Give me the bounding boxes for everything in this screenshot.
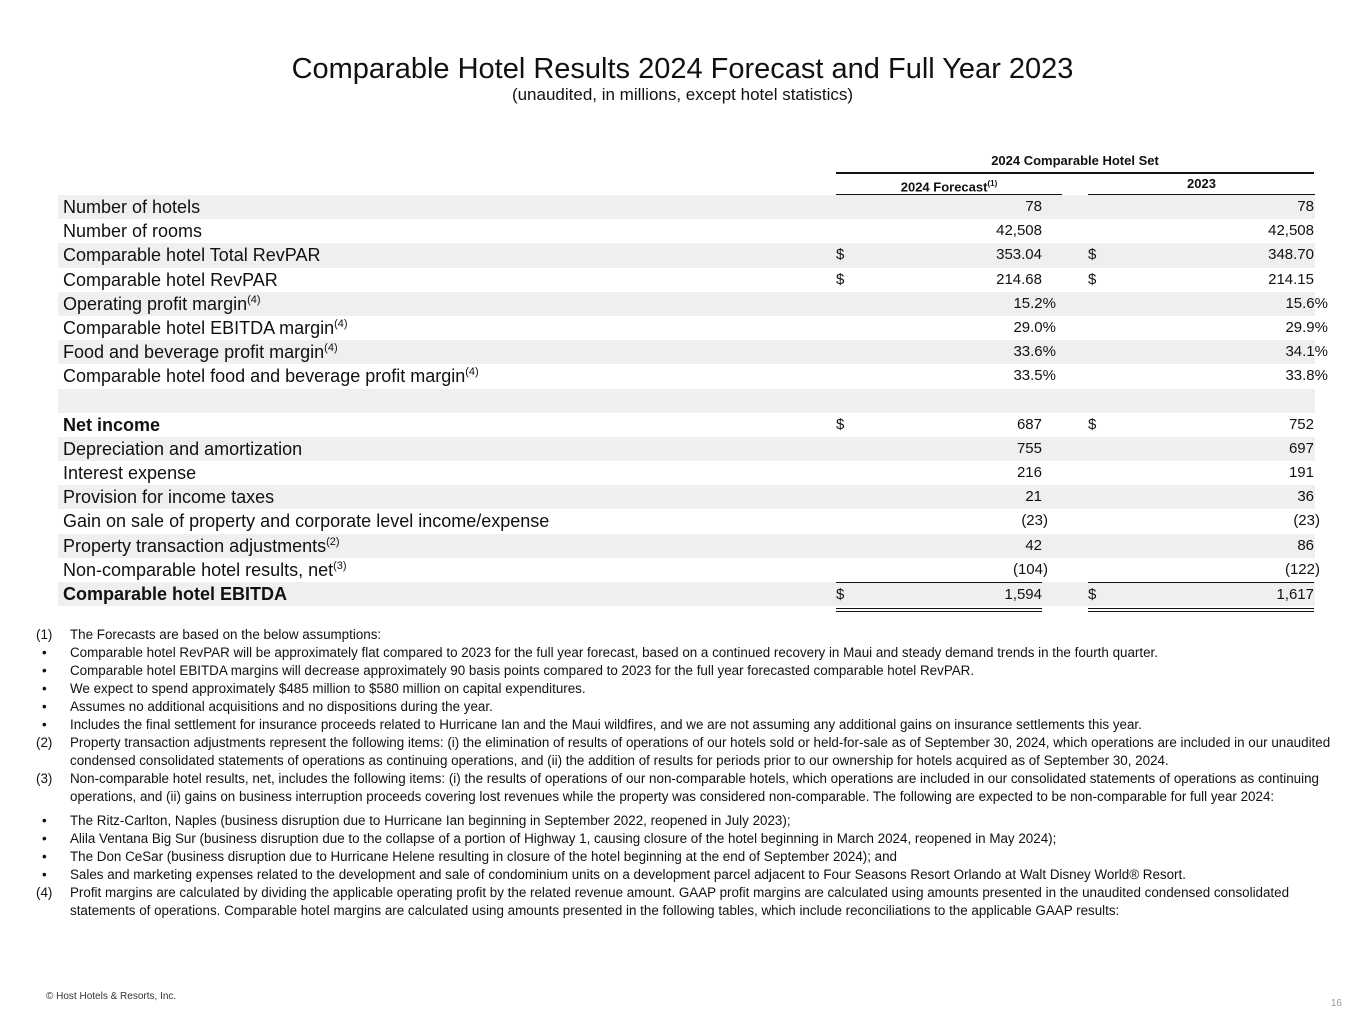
row-label: [63, 219, 202, 243]
cell-2024-forecast: [836, 582, 1042, 607]
cell-2024-forecast: [836, 534, 1042, 558]
table-body: [58, 195, 1328, 606]
cell-value: 15.2%: [1013, 294, 1056, 312]
cell-2023: [1088, 292, 1328, 316]
cell-value: 687: [1016, 415, 1042, 433]
cell-2024-forecast: [836, 219, 1042, 243]
row-label-text: Gain on sale of property and corporate level income/expense: [63, 511, 550, 532]
currency-symbol: $: [1088, 586, 1097, 603]
cell-2023: [1088, 582, 1314, 607]
cell-2023: [1088, 268, 1314, 292]
currency-symbol: $: [836, 586, 845, 603]
row-label: [63, 268, 278, 292]
cell-2024-forecast: [836, 316, 1056, 340]
cell-2024-forecast: [836, 509, 1048, 533]
column-header-2024-forecast: [836, 174, 1062, 196]
table-row: [58, 413, 1315, 437]
cell-value: 214.15: [1268, 270, 1314, 288]
row-label-text: Operating profit margin: [63, 293, 248, 314]
cell-2023: [1088, 195, 1314, 219]
footnote-bullet: • Includes the final settlement for insurance proceeds related to Hurricane Ian and the Maui wildfires, and we are not assuming any additional gains on insurance settlements this year.: [36, 716, 1336, 734]
row-label: [63, 558, 347, 582]
currency-symbol: $: [1088, 415, 1097, 433]
row-label-footnote: (4): [247, 293, 261, 306]
cell-2023: [1088, 509, 1320, 533]
table-row: [58, 243, 1315, 267]
currency-symbol: $: [836, 415, 845, 433]
row-label-text: Net income: [63, 414, 161, 435]
cell-2023: [1088, 461, 1314, 485]
cell-2023: [1088, 364, 1328, 388]
cell-2023: [1088, 534, 1314, 558]
cell-value: 697: [1288, 439, 1314, 457]
footnote-bullet: • Assumes no additional acquisitions and no dispositions during the year.: [36, 698, 1336, 716]
table-row: [58, 292, 1328, 316]
table-group-header: 2024 Comparable Hotel Set: [836, 150, 1314, 174]
column-header-2023: 2023: [1088, 174, 1315, 196]
cell-2024-forecast: [836, 292, 1056, 316]
row-label-text: Depreciation and amortization: [63, 438, 303, 459]
table-row: [58, 558, 1320, 582]
copyright-text: © Host Hotels & Resorts, Inc.: [46, 991, 177, 1002]
cell-value: (23): [1293, 512, 1320, 530]
row-label: [63, 292, 261, 316]
cell-value: 1,594: [1004, 586, 1042, 603]
cell-value: 29.0%: [1013, 318, 1056, 336]
cell-2023: [1088, 340, 1328, 364]
row-label: [63, 243, 320, 267]
row-label: [63, 413, 160, 437]
row-label-text: Comparable hotel food and beverage profit margin: [63, 366, 466, 387]
cell-2023: [1088, 243, 1314, 267]
footnote-bullet: • Alila Ventana Big Sur (business disruption due to the collapse of a portion of Highway 1, causing closure of the hotel beginning in March 2024, reopened in May 2024);: [36, 830, 1336, 848]
currency-symbol: $: [836, 270, 845, 288]
table-row: [58, 485, 1315, 509]
footnote-bullet: • The Ritz-Carlton, Naples (business disruption due to Hurricane Ian beginning in September 2022, reopened in July 2023);: [36, 812, 1336, 830]
cell-value: 42,508: [1268, 222, 1314, 240]
cell-value: (104): [1012, 560, 1048, 578]
cell-2023: [1088, 437, 1314, 461]
row-label-footnote: (4): [324, 342, 338, 355]
column-header-label: 2024 Forecast: [900, 179, 988, 195]
row-label-text: Comparable hotel EBITDA: [63, 584, 288, 604]
cell-value: 42,508: [996, 222, 1042, 240]
cell-value: 78: [1025, 198, 1042, 215]
table-row: [58, 534, 1315, 558]
cell-2024-forecast: [836, 389, 1042, 413]
cell-value: 36: [1297, 488, 1314, 506]
cell-2023: [1088, 558, 1320, 582]
table-row: [58, 219, 1315, 243]
currency-symbol: $: [1088, 246, 1097, 264]
table-row: [58, 268, 1315, 292]
cell-2024-forecast: [836, 437, 1042, 461]
column-header-footnote: (1): [987, 179, 998, 188]
cell-2024-forecast: [836, 364, 1056, 388]
footnote-bullet: • The Don CeSar (business disruption due to Hurricane Helene resulting in closure of the hotel beginning at the end of September 2024); and: [36, 848, 1336, 866]
row-label-text: Comparable hotel EBITDA margin: [63, 317, 335, 338]
page-title: Comparable Hotel Results 2024 Forecast and Full Year 2023: [291, 53, 1074, 85]
row-label: [63, 195, 200, 219]
cell-2023: [1088, 389, 1314, 413]
table-row: [58, 340, 1328, 364]
cell-2024-forecast: [836, 413, 1042, 437]
row-label-text: Comparable hotel RevPAR: [63, 269, 278, 290]
row-label: [63, 461, 196, 485]
row-label: [63, 437, 302, 461]
row-label: [63, 509, 549, 533]
row-label-text: Number of rooms: [63, 221, 203, 242]
footnote-text: Non-comparable hotel results, net, includes the following items: (i) the results of operations of our non-comparable hotels, which operations are included in our consolidated statements of operations as continuing operations, and (ii) gains on business interruption proceeds covering lost revenues while the property was considered non-comparable. The following are expected to be non-comparable for full year 2024:: [70, 771, 1320, 804]
table-row: [58, 364, 1328, 388]
footnote-2: [36, 734, 1336, 770]
row-label-footnote: (4): [465, 366, 479, 379]
table-row: [58, 389, 1315, 413]
row-label-text: Property transaction adjustments: [63, 535, 327, 556]
row-label: [63, 316, 348, 340]
cell-2023: [1088, 219, 1314, 243]
row-label-text: Provision for income taxes: [63, 487, 275, 508]
cell-2024-forecast: [836, 243, 1042, 267]
row-label-text: Comparable hotel Total RevPAR: [63, 245, 321, 266]
cell-value: 33.8%: [1285, 367, 1328, 385]
footnote-number: (4): [36, 885, 53, 900]
row-label: [63, 534, 340, 558]
footnote-number: (1): [36, 627, 53, 642]
cell-2024-forecast: [836, 558, 1048, 582]
cell-value: 214.68: [996, 270, 1042, 288]
footnotes: [36, 626, 1336, 920]
footnote-3: [36, 770, 1336, 806]
row-label-text: Non-comparable hotel results, net: [63, 559, 334, 580]
row-label: [63, 340, 338, 364]
row-label-text: Number of hotels: [63, 197, 201, 217]
cell-value: 42: [1025, 536, 1042, 554]
cell-value: 191: [1288, 464, 1314, 482]
row-label-text: Interest expense: [63, 463, 197, 484]
row-label-footnote: (3): [333, 559, 347, 572]
cell-value: 353.04: [996, 246, 1042, 264]
cell-2024-forecast: [836, 268, 1042, 292]
footnote-bullet: • Comparable hotel EBITDA margins will decrease approximately 90 basis points compared to 2023 for the full year forecasted comparable hotel RevPAR.: [36, 662, 1336, 680]
row-label: [63, 582, 287, 606]
row-label-footnote: (4): [334, 317, 348, 330]
footnote-text: Property transaction adjustments represent the following items: (i) the elimination of results of operations of our hotels sold or held-for-sale as of September 30, 2024, which operations are included in our unaudited condensed consolidated statements of operations as continuing operations, and (ii) the addition of results for periods prior to our ownership for hotels acquired as of September 30, 2024.: [70, 735, 1331, 768]
table-row: [58, 509, 1320, 533]
row-label: [63, 364, 479, 388]
cell-2024-forecast: [836, 195, 1042, 219]
row-label-footnote: (2): [326, 535, 340, 548]
cell-2023: [1088, 316, 1328, 340]
cell-value: 29.9%: [1285, 318, 1328, 336]
table-row: [58, 316, 1328, 340]
table-row: [58, 195, 1315, 219]
cell-value: 15.6%: [1285, 294, 1328, 312]
footnote-bullet: • Sales and marketing expenses related to the development and sale of condominium units on a development parcel adjacent to Four Seasons Resort Orlando at Walt Disney World® Resort.: [36, 866, 1336, 884]
cell-value: 755: [1016, 439, 1042, 457]
table-row: [58, 582, 1315, 606]
currency-symbol: $: [836, 246, 845, 264]
cell-2023: [1088, 413, 1314, 437]
cell-2023: [1088, 485, 1314, 509]
footnote-bullet: • Comparable hotel RevPAR will be approximately flat compared to 2023 for the full year forecast, based on a continued recovery in Maui and steady demand trends in the fourth quarter.: [36, 644, 1336, 662]
cell-value: 21: [1025, 488, 1042, 506]
cell-2024-forecast: [836, 340, 1056, 364]
row-label-text: Food and beverage profit margin: [63, 342, 325, 363]
footnote-text: The Forecasts are based on the below assumptions:: [70, 627, 382, 642]
cell-value: 33.5%: [1013, 367, 1056, 385]
cell-value: 34.1%: [1285, 343, 1328, 361]
cell-value: 33.6%: [1013, 343, 1056, 361]
cell-2024-forecast: [836, 461, 1042, 485]
footnote-1-bullets: [36, 644, 1336, 734]
footnote-bullet: • We expect to spend approximately $485 million to $580 million on capital expenditures.: [36, 680, 1336, 698]
row-label: [63, 485, 274, 509]
cell-value: 78: [1297, 198, 1314, 215]
currency-symbol: $: [1088, 270, 1097, 288]
cell-value: 1,617: [1276, 586, 1314, 603]
cell-value: 216: [1016, 464, 1042, 482]
footnote-1: [36, 626, 1336, 644]
cell-value: (122): [1284, 560, 1320, 578]
footnote-number: (3): [36, 771, 53, 786]
footnote-text: Profit margins are calculated by dividing the applicable operating profit by the related revenue amount. GAAP profit margins are calculated using amounts presented in the unaudited condensed consolidated statements of operations. Comparable hotel margins are calculated using amounts presented in the following tables, which include reconciliations to the applicable GAAP results:: [70, 885, 1290, 918]
cell-2024-forecast: [836, 485, 1042, 509]
footnote-4: [36, 884, 1336, 920]
cell-value: 752: [1288, 415, 1314, 433]
cell-value: 348.70: [1268, 246, 1314, 264]
footnote-3-bullets: [36, 812, 1336, 884]
page-number: 16: [1330, 998, 1342, 1009]
table-row: [58, 461, 1315, 485]
table-row: [58, 437, 1315, 461]
cell-value: (23): [1021, 512, 1048, 530]
footnote-number: (2): [36, 735, 53, 750]
page-subtitle: (unaudited, in millions, except hotel statistics): [511, 85, 854, 104]
cell-value: 86: [1297, 536, 1314, 554]
